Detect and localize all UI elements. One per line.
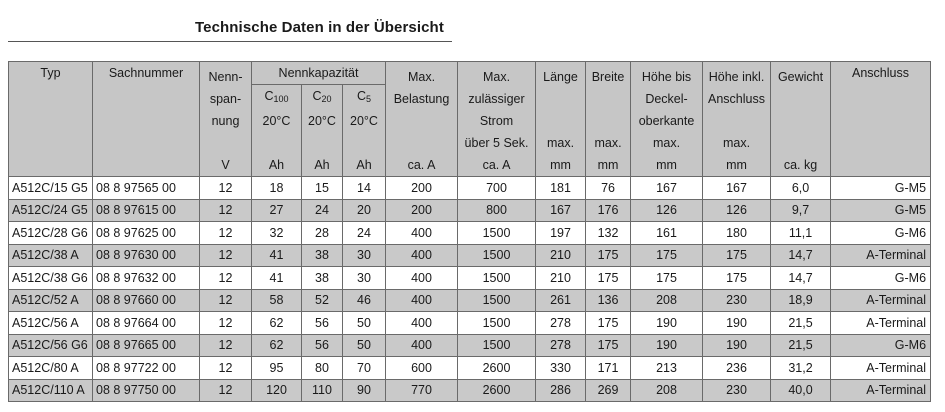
cell-hoehe-deckel: 208	[631, 289, 703, 312]
cell-c100: 32	[252, 222, 302, 245]
col-header-c5: $C_5$ 20°C Ah	[343, 85, 386, 177]
cell-c5: 30	[343, 244, 386, 267]
cell-gewicht: 9,7	[771, 199, 831, 222]
cell-laenge: 210	[536, 244, 586, 267]
cell-breite: 136	[586, 289, 631, 312]
col-header-anschluss: Anschluss	[831, 62, 931, 177]
col-header-max-strom: Max. zulässiger Strom über 5 Sek. ca. A	[458, 62, 536, 177]
cell-belastung: 400	[386, 334, 458, 357]
cell-breite: 175	[586, 312, 631, 335]
cell-hoehe-deckel: 175	[631, 267, 703, 290]
cell-anschluss: A-Terminal	[831, 244, 931, 267]
cell-c100: 18	[252, 177, 302, 200]
cell-c5: 70	[343, 357, 386, 380]
col-header-max-belastung: Max. Belastung ca. A	[386, 62, 458, 177]
col-header-typ: Typ	[9, 62, 93, 177]
technical-data-table	[8, 61, 931, 402]
cell-sachnummer: 08 8 97722 00	[93, 357, 200, 380]
cell-breite: 175	[586, 267, 631, 290]
cell-laenge: 261	[536, 289, 586, 312]
cell-typ: A512C/110 A	[9, 379, 93, 402]
cell-c100: 62	[252, 334, 302, 357]
table-row	[9, 267, 931, 290]
cell-breite: 175	[586, 334, 631, 357]
cell-hoehe-anschluss: 236	[703, 357, 771, 380]
cell-c5: 90	[343, 379, 386, 402]
col-header-hoehe-deckel: Höhe bis Deckel- oberkante max. mm	[631, 62, 703, 177]
col-header-gewicht: Gewicht ca. kg	[771, 62, 831, 177]
cell-c5: 50	[343, 312, 386, 335]
cell-c20: 28	[302, 222, 343, 245]
cell-hoehe-anschluss: 175	[703, 267, 771, 290]
page-title: Technische Daten in der Übersicht	[195, 19, 444, 36]
cell-anschluss: A-Terminal	[831, 289, 931, 312]
col-header-laenge: Länge max. mm	[536, 62, 586, 177]
cell-hoehe-anschluss: 190	[703, 334, 771, 357]
cell-c20: 56	[302, 334, 343, 357]
cell-c100: 120	[252, 379, 302, 402]
cell-strom: 2600	[458, 379, 536, 402]
cell-hoehe-anschluss: 190	[703, 312, 771, 335]
cell-strom: 700	[458, 177, 536, 200]
col-header-nennkapazitaet: Nennkapazität	[252, 62, 386, 85]
cell-typ: A512C/38 G6	[9, 267, 93, 290]
cell-belastung: 600	[386, 357, 458, 380]
cell-c20: 110	[302, 379, 343, 402]
cell-anschluss: A-Terminal	[831, 312, 931, 335]
cell-sachnummer: 08 8 97750 00	[93, 379, 200, 402]
cell-sachnummer: 08 8 97664 00	[93, 312, 200, 335]
cell-gewicht: 6,0	[771, 177, 831, 200]
cell-sachnummer: 08 8 97632 00	[93, 267, 200, 290]
cell-c20: 24	[302, 199, 343, 222]
cell-strom: 800	[458, 199, 536, 222]
cell-laenge: 278	[536, 334, 586, 357]
cell-breite: 176	[586, 199, 631, 222]
cell-typ: A512C/52 A	[9, 289, 93, 312]
cell-laenge: 286	[536, 379, 586, 402]
cell-belastung: 400	[386, 312, 458, 335]
cell-typ: A512C/56 A	[9, 312, 93, 335]
cell-c5: 46	[343, 289, 386, 312]
cell-belastung: 400	[386, 222, 458, 245]
cell-hoehe-anschluss: 126	[703, 199, 771, 222]
cell-strom: 1500	[458, 289, 536, 312]
title-underline	[8, 41, 452, 42]
cell-typ: A512C/28 G6	[9, 222, 93, 245]
cell-sachnummer: 08 8 97665 00	[93, 334, 200, 357]
cell-belastung: 770	[386, 379, 458, 402]
cell-strom: 1500	[458, 267, 536, 290]
cell-sachnummer: 08 8 97630 00	[93, 244, 200, 267]
cell-sachnummer: 08 8 97615 00	[93, 199, 200, 222]
cell-gewicht: 31,2	[771, 357, 831, 380]
cell-anschluss: G-M6	[831, 334, 931, 357]
cell-spannung: 12	[200, 222, 252, 245]
cell-anschluss: G-M6	[831, 222, 931, 245]
cell-belastung: 400	[386, 289, 458, 312]
cell-typ: A512C/80 A	[9, 357, 93, 380]
table-row	[9, 312, 931, 335]
cell-c20: 15	[302, 177, 343, 200]
cell-belastung: 400	[386, 267, 458, 290]
cell-spannung: 12	[200, 199, 252, 222]
table-row	[9, 177, 931, 200]
cell-hoehe-anschluss: 167	[703, 177, 771, 200]
cell-spannung: 12	[200, 289, 252, 312]
cell-c5: 30	[343, 267, 386, 290]
col-header-nennspannung: Nenn- span- nung V	[200, 62, 252, 177]
cell-c100: 27	[252, 199, 302, 222]
cell-anschluss: A-Terminal	[831, 357, 931, 380]
cell-breite: 175	[586, 244, 631, 267]
col-header-breite: Breite max. mm	[586, 62, 631, 177]
cell-hoehe-deckel: 190	[631, 334, 703, 357]
cell-c100: 95	[252, 357, 302, 380]
cell-belastung: 200	[386, 199, 458, 222]
cell-breite: 132	[586, 222, 631, 245]
cell-hoehe-anschluss: 180	[703, 222, 771, 245]
cell-c100: 41	[252, 267, 302, 290]
cell-breite: 171	[586, 357, 631, 380]
cell-gewicht: 21,5	[771, 312, 831, 335]
cell-strom: 1500	[458, 222, 536, 245]
cell-sachnummer: 08 8 97660 00	[93, 289, 200, 312]
cell-c5: 20	[343, 199, 386, 222]
cell-anschluss: G-M6	[831, 267, 931, 290]
table-row	[9, 244, 931, 267]
cell-spannung: 12	[200, 312, 252, 335]
cell-typ: A512C/38 A	[9, 244, 93, 267]
table-row	[9, 357, 931, 380]
cell-hoehe-deckel: 213	[631, 357, 703, 380]
col-header-hoehe-anschluss: Höhe inkl. Anschluss max. mm	[703, 62, 771, 177]
cell-typ: A512C/24 G5	[9, 199, 93, 222]
cell-hoehe-deckel: 175	[631, 244, 703, 267]
cell-typ: A512C/56 G6	[9, 334, 93, 357]
cell-sachnummer: 08 8 97565 00	[93, 177, 200, 200]
cell-c20: 52	[302, 289, 343, 312]
cell-hoehe-deckel: 190	[631, 312, 703, 335]
cell-gewicht: 11,1	[771, 222, 831, 245]
cell-gewicht: 14,7	[771, 244, 831, 267]
cell-c100: 41	[252, 244, 302, 267]
table-row	[9, 199, 931, 222]
cell-spannung: 12	[200, 177, 252, 200]
table-row	[9, 289, 931, 312]
table-row	[9, 334, 931, 357]
cell-sachnummer: 08 8 97625 00	[93, 222, 200, 245]
cell-breite: 269	[586, 379, 631, 402]
cell-anschluss: G-M5	[831, 199, 931, 222]
cell-laenge: 197	[536, 222, 586, 245]
cell-strom: 1500	[458, 334, 536, 357]
cell-laenge: 167	[536, 199, 586, 222]
cell-hoehe-deckel: 161	[631, 222, 703, 245]
cell-c5: 50	[343, 334, 386, 357]
cell-gewicht: 21,5	[771, 334, 831, 357]
cell-strom: 2600	[458, 357, 536, 380]
cell-laenge: 181	[536, 177, 586, 200]
cell-c100: 58	[252, 289, 302, 312]
cell-anschluss: A-Terminal	[831, 379, 931, 402]
cell-laenge: 278	[536, 312, 586, 335]
col-header-c20: $C_{20}$ 20°C Ah	[302, 85, 343, 177]
cell-gewicht: 18,9	[771, 289, 831, 312]
cell-anschluss: G-M5	[831, 177, 931, 200]
cell-gewicht: 14,7	[771, 267, 831, 290]
cell-hoehe-deckel: 126	[631, 199, 703, 222]
cell-hoehe-anschluss: 230	[703, 289, 771, 312]
cell-breite: 76	[586, 177, 631, 200]
cell-c20: 38	[302, 244, 343, 267]
cell-spannung: 12	[200, 244, 252, 267]
cell-c100: 62	[252, 312, 302, 335]
cell-spannung: 12	[200, 357, 252, 380]
cell-c20: 80	[302, 357, 343, 380]
cell-strom: 1500	[458, 312, 536, 335]
cell-spannung: 12	[200, 334, 252, 357]
cell-c5: 14	[343, 177, 386, 200]
cell-laenge: 210	[536, 267, 586, 290]
cell-hoehe-anschluss: 230	[703, 379, 771, 402]
cell-belastung: 200	[386, 177, 458, 200]
cell-spannung: 12	[200, 379, 252, 402]
cell-hoehe-anschluss: 175	[703, 244, 771, 267]
col-header-c100: $C_{100}$ 20°C Ah	[252, 85, 302, 177]
table-row	[9, 379, 931, 402]
cell-c20: 38	[302, 267, 343, 290]
cell-c5: 24	[343, 222, 386, 245]
cell-c20: 56	[302, 312, 343, 335]
cell-laenge: 330	[536, 357, 586, 380]
cell-typ: A512C/15 G5	[9, 177, 93, 200]
cell-belastung: 400	[386, 244, 458, 267]
col-header-sachnummer: Sachnummer	[93, 62, 200, 177]
cell-strom: 1500	[458, 244, 536, 267]
cell-hoehe-deckel: 208	[631, 379, 703, 402]
table-row	[9, 222, 931, 245]
cell-spannung: 12	[200, 267, 252, 290]
cell-gewicht: 40,0	[771, 379, 831, 402]
cell-hoehe-deckel: 167	[631, 177, 703, 200]
